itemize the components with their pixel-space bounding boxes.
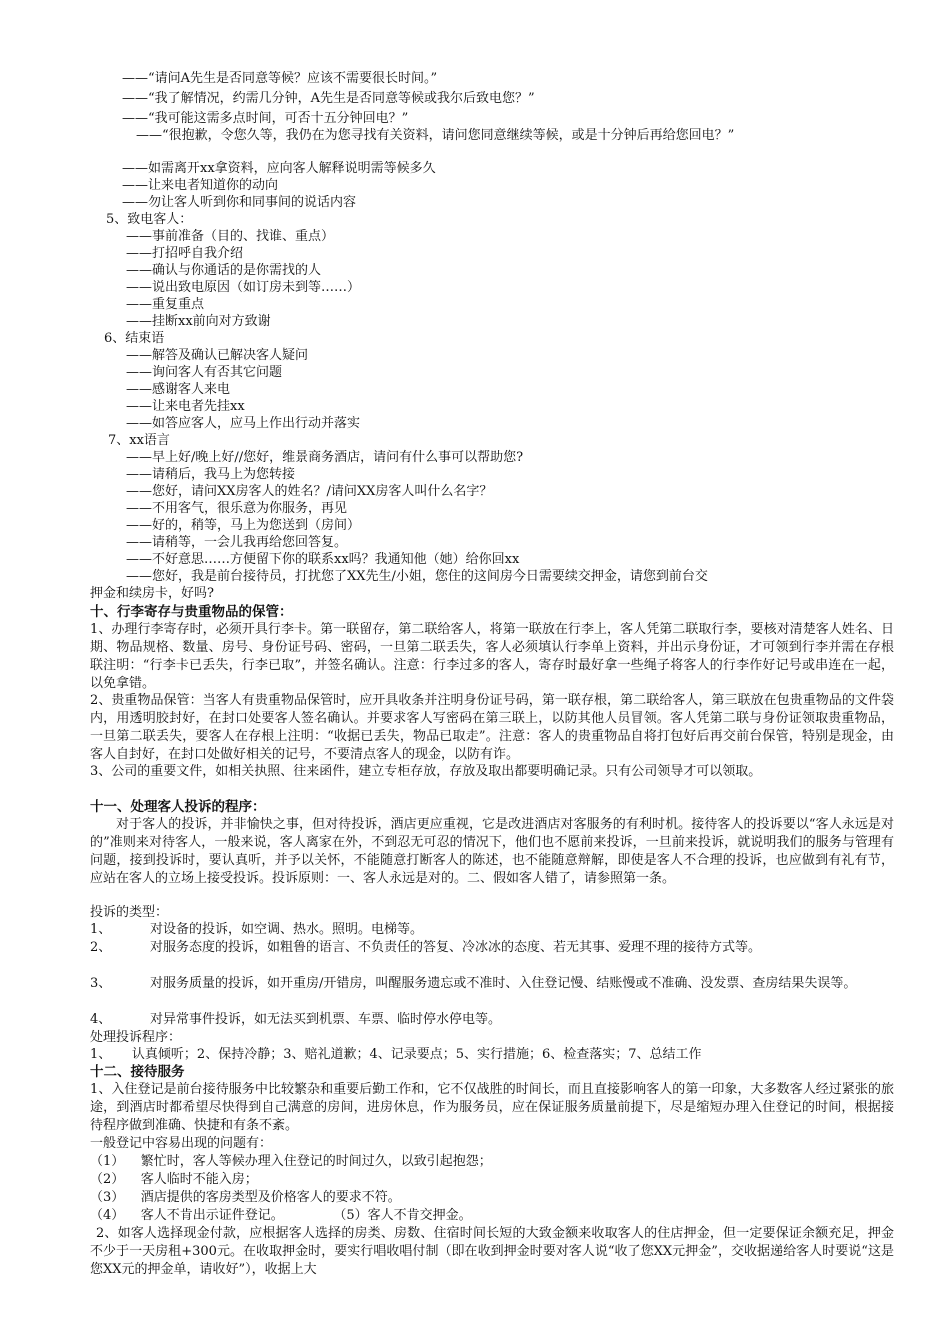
issues-title: 一般登记中容易出现的问题有： (90, 1136, 273, 1151)
complaint-type-1 (90, 921, 894, 939)
issue-1: （1） 繁忙时，客人等候办理入住登记的时间过久，以致引起抱怨； (90, 1154, 492, 1169)
closing-item-2: ——询问客人有否其它问题 (126, 365, 283, 380)
phrases-last-line-2: 押金和续房卡，好吗? (90, 586, 214, 601)
phrases-item-6: ——请稍等，一会儿我再给您回答复。 (126, 535, 348, 550)
waiting-line-6: ——让来电者知道你的动向 (122, 178, 279, 193)
complaint-type-4-text: 对异常事件投诉，如无法买到机票、车票、临时停水停电等。 (150, 1012, 502, 1027)
section-11-intro: 对于客人的投诉，并非愉快之事，但对待投诉，酒店更应重视，它是改进酒店对客服务的有利时机。接待客人的投诉要以“客人永远是对的”准则来对待客人，一般来说，客人离家在外，不到忍无可忍的情况下，他们也不愿前来投诉，一旦前来投诉，就说明我们的服务与管理有问题，接到投诉时，要认真听，并予以关怀，不能随意打断客人的陈述，也不能随意辩解，即使是客人不合理的投诉，也应做到有礼有节，应站在客人的立场上接受投诉。投诉原则：一、客人永远是对的。二、假如客人错了，请参照第一条。 (90, 817, 894, 886)
waiting-line-7: ——勿让客人听到你和同事间的说话内容 (122, 195, 357, 210)
calling-item-4: ——说出致电原因（如订房未到等……） (126, 280, 361, 295)
waiting-line-2: ——“我了解情况，约需几分钟，A先生是否同意等候或我尔后致电您？” (122, 91, 535, 106)
complaint-type-1-text: 对设备的投诉，如空调、热水。照明。电梯等。 (150, 922, 424, 937)
issue-4: （4） 客人不肯出示证件登记。 （5）客人不肯交押金。 (90, 1208, 472, 1223)
closing-heading: 6、结束语 (104, 331, 165, 346)
closing-item-5: ——如答应客人，应马上作出行动并落实 (126, 416, 361, 431)
waiting-line-4: ——“很抱歉，令您久等，我仍在为您寻找有关资料，请问您同意继续等候，或是十分钟后再给您回电？” (136, 128, 735, 143)
complaint-type-4 (90, 1011, 894, 1029)
section-12-title: 十二、接待服务 (90, 1064, 185, 1080)
section-11-title: 十一、处理客人投诉的程序： (90, 799, 266, 815)
phrases-item-2: ——请稍后，我马上为您转接 (126, 467, 296, 482)
issue-3: （3） 酒店提供的客房类型及价格客人的要求不符。 (90, 1190, 401, 1205)
complaint-type-3-text: 对服务质量的投诉，如开重房/开错房，叫醒服务遗忘或不准时、入住登记慢、结账慢或不准确、没发票、查房结果失误等。 (150, 976, 857, 991)
section-10-para-3: 3、公司的重要文件，如相关执照、往来函件，建立专柜存放，存放及取出都要明确记录。只有公司领导才可以领取。 (90, 764, 762, 779)
phrases-item-1: ——早上好/晚上好//您好，维景商务酒店，请问有什么事可以帮助您? (126, 450, 524, 465)
phrases-heading: 7、xx语言 (108, 433, 170, 448)
waiting-line-3: ——“我可能这需多点时间，可否十五分钟回电？” (122, 111, 409, 126)
section-12-para-2: 2、如客人选择现金付款，应根据客人选择的房类、房数、住宿时间长短的大致金额来收取客人的住店押金，但一定要保证余额充足，押金不少于一天房租+300元。在收取押金时，要实行唱收唱付制（即在收到押金时要对客人说“收了您XX元押金”，交收据递给客人时要说“这是您XX元的押金单，请收好”），收据上大 (90, 1226, 894, 1277)
closing-item-3: ——感谢客人来电 (126, 382, 231, 397)
phrases-item-5: ——好的，稍等，马上为您送到（房间） (126, 518, 361, 533)
section-10-title: 十、行李寄存与贵重物品的保管： (90, 604, 293, 620)
calling-item-2: ——打招呼自我介绍 (126, 246, 244, 261)
phrases-item-7: ——不好意思……方便留下你的联系xx吗？我通知他（她）给你回xx (126, 552, 520, 567)
section-10-para-1: 1、办理行李寄存时，必须开具行李卡。第一联留存，第二联给客人，将第一联放在行李上，客人凭第二联取行李，要核对清楚客人姓名、日期、物品规格、数量、房号、身份证号码、密码，一旦第二联丢失，客人必须填认行李单上资料，并出示身份证，才可领到行李并需在存根联注明：“行李卡已丢失，行李已取”，并签名确认。注意：行李过多的客人，寄存时最好拿一些绳子将客人的行李作好记号或串连在一起，以免拿错。 (90, 622, 894, 691)
calling-item-6: ——挂断xx前向对方致谢 (126, 314, 271, 329)
procedure-title: 处理投诉程序： (90, 1030, 182, 1045)
calling-heading: 5、致电客人： (106, 212, 193, 227)
waiting-line-5: ——如需离开xx拿资料，应向客人解释说明需等候多久 (122, 161, 436, 176)
phrases-item-4: ——不用客气，很乐意为你服务，再见 (126, 501, 348, 516)
section-10-para-2: 2、贵重物品保管：当客人有贵重物品保管时，应开具收条并注明身份证号码，第一联存根，第二联给客人，第三联放在包贵重物品的文件袋内，用透明胶封好，在封口处要客人签名确认。并要求客人写密码在第三联上，以防其他人员冒领。客人凭第二联与身份证领取贵重物品，一旦第二联丢失，要客人在存根上注明：“收据已丢失，物品已取走”。注意：客人的贵重物品自将打包好后再交前台保管，特别是现金，由客人自封好，在封口处做好相关的记号，不要清点客人的现金，以防有诈。 (90, 693, 894, 762)
calling-item-3: ——确认与你通话的是你需找的人 (126, 263, 322, 278)
complaint-type-3-num: 3、 (90, 976, 112, 991)
complaint-type-4-num: 4、 (90, 1012, 112, 1027)
phrases-item-3: ——您好，请问XX房客人的姓名？/请问XX房客人叫什么名字？ (126, 484, 493, 499)
complaint-types-title: 投诉的类型： (90, 905, 169, 920)
section-12-para-1: 1、入住登记是前台接待服务中比较繁杂和重要后勤工作和，它不仅战胜的时间长，而且直接影响客人的第一印象，大多数客人经过紧张的旅途，到酒店时都希望尽快得到自己满意的房间，进房休息，作为服务员，应在保证服务质量前提下，尽是缩短办理入住登记的时间，根据接待程序做到准确、快捷和有条不紊。 (90, 1082, 894, 1133)
issue-2: （2） 客人临时不能入房； (90, 1172, 258, 1187)
complaint-type-2-text: 对服务态度的投诉，如粗鲁的语言、不负责任的答复、冷冰冰的态度、若无其事、爱理不理的接待方式等。 (150, 940, 762, 955)
calling-item-5: ——重复重点 (126, 297, 205, 312)
waiting-line-1: ——“请问A先生是否同意等候？应该不需要很长时间。” (122, 71, 438, 86)
closing-item-4: ——让来电者先挂xx (126, 399, 245, 414)
complaint-type-2-num: 2、 (90, 940, 112, 955)
closing-item-1: ——解答及确认已解决客人疑问 (126, 348, 309, 363)
procedure-steps: 1、 认真倾听；2、保持冷静；3、赔礼道歉；4、记录要点；5、实行措施；6、检查落实；7、总结工作 (90, 1047, 702, 1062)
complaint-type-1-num: 1、 (90, 922, 112, 937)
calling-item-1: ——事前准备（目的、找谁、重点） (126, 229, 335, 244)
phrases-last-line-1: ——您好，我是前台接待员，打扰您了XX先生/小姐，您住的这间房今日需要续交押金，请您到前台交 (126, 569, 708, 584)
